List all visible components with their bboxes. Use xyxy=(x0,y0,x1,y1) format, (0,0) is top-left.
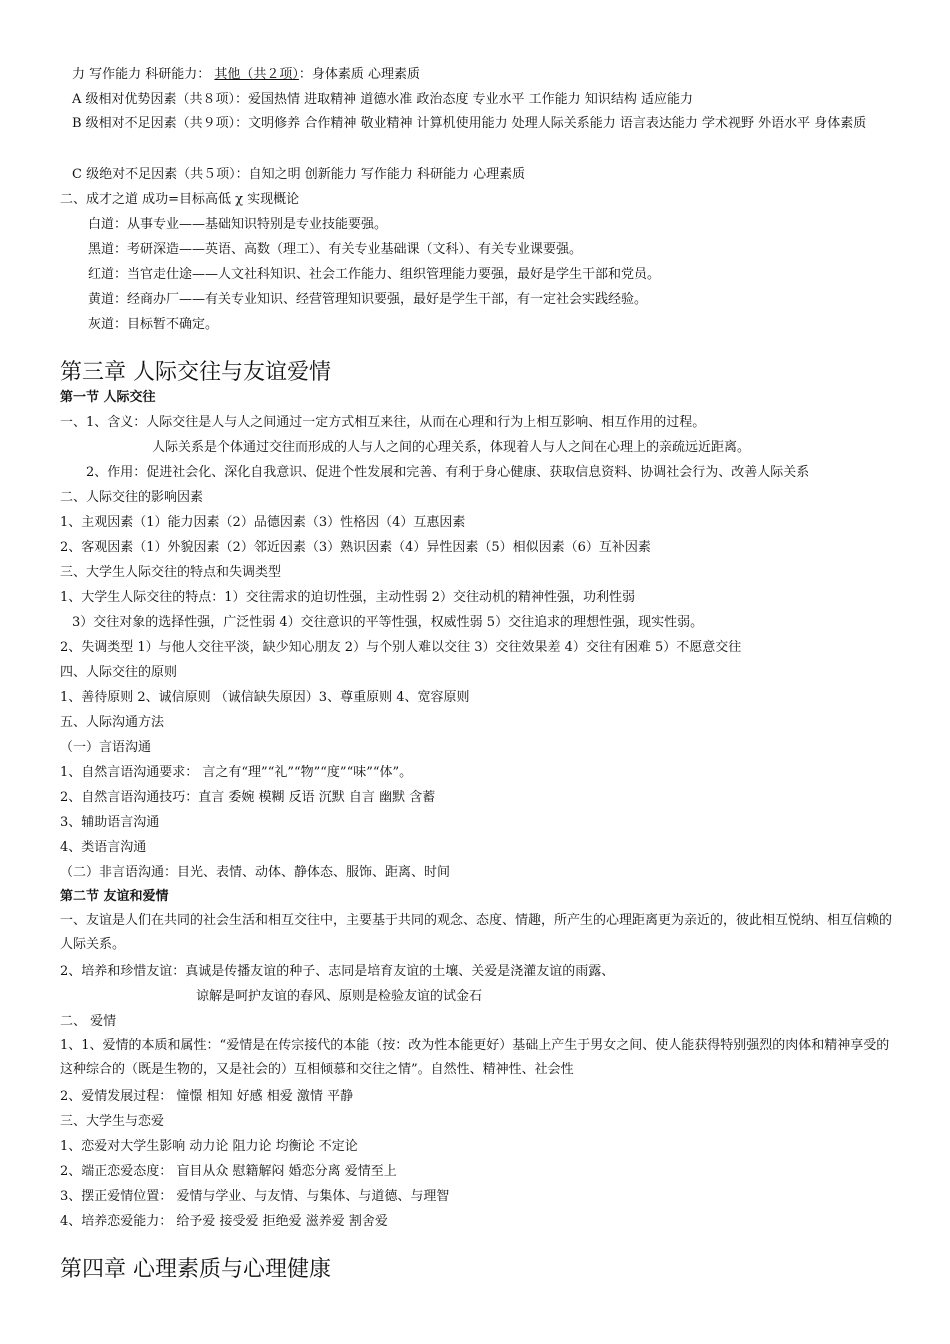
text-line: 3、摆正爱情位置： 爱情与学业、与友情、与集体、与道德、与理智 xyxy=(60,1189,450,1204)
text-line: 4、类语言沟通 xyxy=(60,840,147,855)
text-segment: 力 写作能力 科研能力： xyxy=(72,67,211,82)
text-line: 黄道：经商办厂——有关专业知识、经营管理知识要强，最好是学生干部，有一定社会实践经验。 xyxy=(88,292,648,307)
text-line: 白道：从事专业——基础知识特别是专业技能要强。 xyxy=(88,217,388,232)
text-line: 2、培养和珍惜友谊：真诚是传播友谊的种子、志同是培育友谊的土壤、关爱是浇灌友谊的雨露、 xyxy=(60,964,615,979)
text-paragraph: B 级相对不足因素（共９项）：文明修养 合作精神 敬业精神 计算机使用能力 处理人际关系能力 语言表达能力 学术视野 外语水平 身体素质 xyxy=(72,116,867,131)
text-segment: ：身体素质 心理素质 xyxy=(298,67,421,82)
text-line: 五、人际沟通方法 xyxy=(60,715,165,730)
text-line: 二、 爱情 xyxy=(60,1014,117,1029)
text-line: 灰道：目标暂不确定。 xyxy=(88,317,219,332)
text-line: （二）非言语沟通：目光、表情、动体、静体态、服饰、距离、时间 xyxy=(60,865,451,880)
text-line: 红道：当官走仕途——人文社科知识、社会工作能力、组织管理能力要强，最好是学生干部和党员。 xyxy=(88,267,661,282)
text-line: 2、作用：促进社会化、深化自我意识、促进个性发展和完善、有利于身心健康、获取信息资料、协调社会行为、改善人际关系 xyxy=(86,465,810,480)
text-line: 人际关系是个体通过交往而形成的人与人之间的心理关系，体现着人与人之间在心理上的亲疏远近距离。 xyxy=(152,440,751,455)
text-line: 2、端正恋爱态度： 盲目从众 慰籍解闷 婚恋分离 爱情至上 xyxy=(60,1164,397,1179)
text-line: 一、1、含义：人际交往是人与人之间通过一定方式相互来往，从而在心理和行为上相互影响、相互作用的过程。 xyxy=(60,415,706,430)
text-line: 3、辅助语言沟通 xyxy=(60,815,160,830)
text-line: 2、自然言语沟通技巧：直言 委婉 模糊 反语 沉默 自言 幽默 含蓄 xyxy=(60,790,436,805)
text-line: 3）交往对象的选择性强，广泛性弱 4）交往意识的平等性强，权威性弱 5）交往追求的理想性强，现实性弱。 xyxy=(72,615,704,630)
text-line: A 级相对优势因素（共８项）：爱国热情 进取精神 道德水准 政治态度 专业水平 工作能力 知识结构 适应能力 xyxy=(72,92,693,107)
text-line: 二、人际交往的影响因素 xyxy=(60,490,204,505)
text-line: 4、培养恋爱能力： 给予爱 接受爱 拒绝爱 滋养爱 割舍爱 xyxy=(60,1214,388,1229)
text-line: 1、自然言语沟通要求： 言之有“理”“礼”“物”“度”“味”“体”。 xyxy=(60,765,413,780)
text-line: C 级绝对不足因素（共５项）：自知之明 创新能力 写作能力 科研能力 心理素质 xyxy=(72,167,526,182)
text-line: 三、大学生人际交往的特点和失调类型 xyxy=(60,565,282,580)
text-line: 谅解是呵护友谊的春风、原则是检验友谊的试金石 xyxy=(196,989,483,1004)
section-title: 第一节 人际交往 xyxy=(60,390,156,405)
text-paragraph: 1、1、爱情的本质和属性：“爱情是在传宗接代的本能（按：改为性本能更好）基础上产生于男女之间、使人能获得特别强烈的肉体和精神享受的这种综合的（既是生物的，又是社会的）互相倾慕和交往之情”。自然性、精神性、社会性 xyxy=(60,1038,890,1077)
underlined-text: 其他（共２项） xyxy=(214,67,299,82)
text-line: 2、失调类型 1）与他人交往平淡，缺少知心朋友 2）与个别人难以交往 3）交往效果差 4）交往有困难 5）不愿意交往 xyxy=(60,640,742,655)
text-line: 三、大学生与恋爱 xyxy=(60,1114,165,1129)
text-line: 1、善待原则 2、诚信原则 （诚信缺失原因）3、尊重原则 4、宽容原则 xyxy=(60,690,470,705)
text-line: 1、恋爱对大学生影响 动力论 阻力论 均衡论 不定论 xyxy=(60,1139,358,1154)
text-line: 1、大学生人际交往的特点：1）交往需求的迫切性强，主动性弱 2）交往动机的精神性强，功利性弱 xyxy=(60,590,635,605)
text-paragraph: 一、友谊是人们在共同的社会生活和相互交往中，主要基于共同的观念、态度、情趣，所产生的心理距离更为亲近的，彼此相互悦纳、相互信赖的人际关系。 xyxy=(60,913,893,952)
text-line xyxy=(72,66,420,84)
chapter-title: 第三章 人际交往与友谊爱情 xyxy=(60,360,331,385)
text-line: （一）言语沟通 xyxy=(60,740,152,755)
text-line: 2、爱情发展过程： 憧憬 相知 好感 相爱 激情 平静 xyxy=(60,1089,354,1104)
section-title: 第二节 友谊和爱情 xyxy=(60,889,169,904)
text-line: 黑道：考研深造——英语、高数（理工）、有关专业基础课（文科）、有关专业课要强。 xyxy=(88,242,583,257)
text-line: 1、主观因素（1）能力因素（2）品德因素（3）性格因（4）互惠因素 xyxy=(60,515,466,530)
text-line: 四、人际交往的原则 xyxy=(60,665,178,680)
chapter-title: 第四章 心理素质与心理健康 xyxy=(60,1257,331,1282)
text-line: 二、成才之道 成功=目标高低 χ 实现概论 xyxy=(60,192,300,207)
text-line: 2、客观因素（1）外貌因素（2）邻近因素（3）熟识因素（4）异性因素（5）相似因素（6）互补因素 xyxy=(60,540,651,555)
